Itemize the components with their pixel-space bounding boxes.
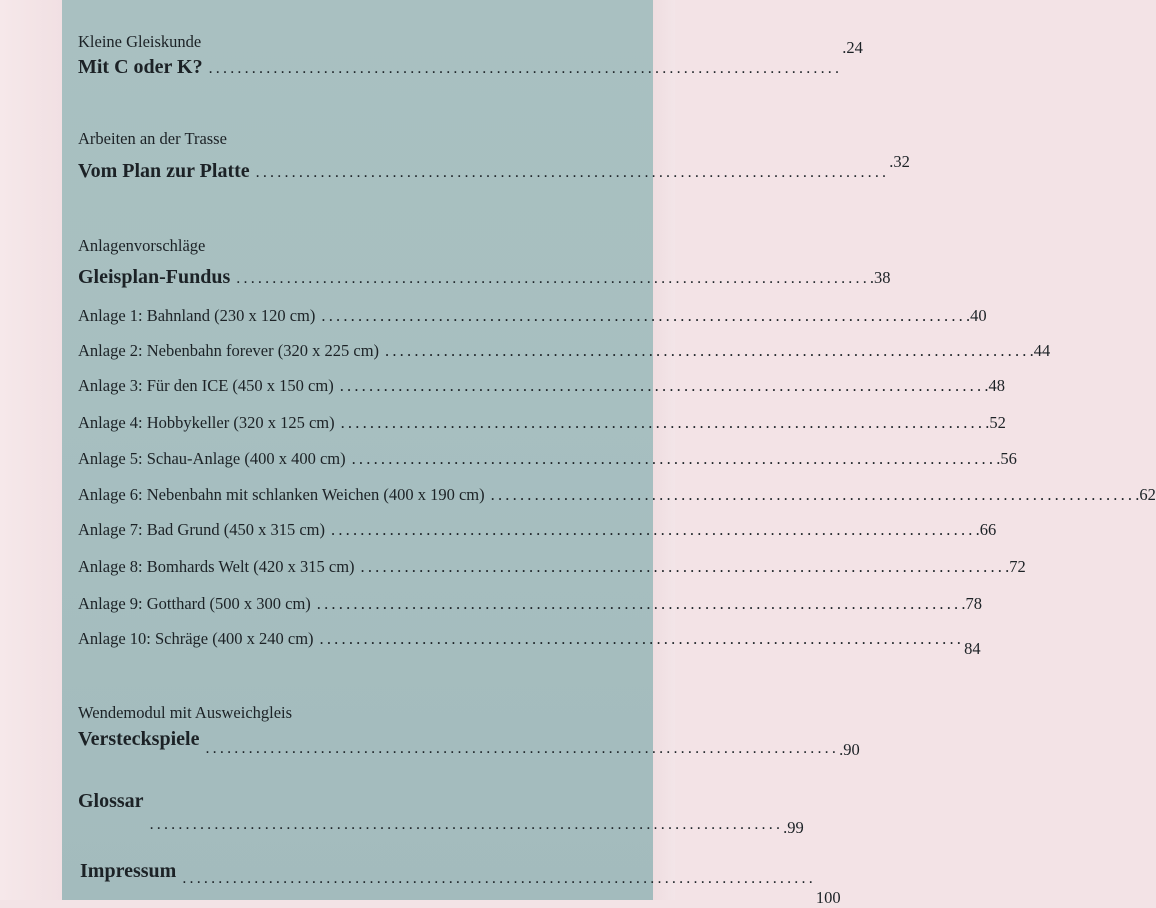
item-label: Anlage 7: Bad Grund (450 x 315 cm) (78, 520, 325, 539)
dot-leader: ........................................................................................ (331, 520, 976, 539)
section-subtitle: Wendemodul mit Ausweichgleis (78, 703, 293, 722)
item-label: Anlage 2: Nebenbahn forever (320 x 225 cm) (78, 341, 380, 360)
section-subtitle: Arbeiten an der Trasse (78, 129, 227, 148)
dot-leader: ........................................................................................ (319, 629, 965, 648)
toc-item-anlage-6 (78, 485, 1156, 505)
toc-item-anlage-9 (78, 594, 983, 614)
item-label: Anlage 4: Hobbykeller (320 x 125 cm) (78, 413, 335, 432)
toc-item-anlage-5 (78, 449, 1017, 469)
section-subtitle: Anlagenvorschläge (78, 236, 206, 255)
page-number: .56 (996, 449, 1017, 468)
item-label: Anlage 10: Schräge (400 x 240 cm) (78, 629, 314, 648)
toc-item-anlage-4 (78, 413, 1006, 433)
toc-item-anlage-1 (78, 306, 987, 326)
page-number: .90 (839, 740, 860, 759)
page-number: 84 (964, 639, 981, 658)
section-title: Glossar (78, 790, 144, 812)
dot-leader: ........................................................................................ (360, 557, 1006, 576)
dot-leader: ........................................................................................ (316, 594, 962, 613)
toc-entry-vom-plan-zur-platte (78, 152, 910, 183)
page-number: .44 (1029, 341, 1051, 360)
page-number: .32 (889, 152, 910, 171)
item-label: Anlage 3: Für den ICE (450 x 150 cm) (78, 376, 334, 395)
section-subtitle: Kleine Gleiskunde (78, 32, 202, 51)
item-label: Anlage 9: Gotthard (500 x 300 cm) (78, 594, 311, 613)
toc-item-anlage-10 (78, 629, 981, 658)
toc-entry-impressum (80, 860, 841, 907)
section-title: Vom Plan zur Platte (78, 160, 250, 182)
section-title: Gleisplan-Fundus (78, 266, 231, 288)
page-number: .48 (984, 376, 1005, 395)
page-number: .62 (1135, 485, 1156, 504)
dot-leader: ........................................................................................ (490, 485, 1136, 504)
page-number: .66 (975, 520, 997, 539)
page-number: .24 (842, 38, 863, 57)
toc-item-anlage-3 (78, 376, 1005, 396)
item-label: Anlage 6: Nebenbahn mit schlanken Weichen (400 x 190 cm) (78, 485, 485, 504)
page-number: .40 (965, 306, 987, 325)
dot-leader: ........................................................................................ (149, 816, 784, 833)
dot-leader: ........................................................................................ (205, 740, 840, 757)
section-title: Mit C oder K? (78, 56, 203, 78)
toc-item-anlage-7 (78, 520, 997, 540)
page-number: .38 (869, 268, 891, 287)
item-label: Anlage 5: Schau-Anlage (400 x 400 cm) (78, 449, 346, 468)
item-label: Anlage 1: Bahnland (230 x 120 cm) (78, 306, 316, 325)
page-number: .99 (783, 818, 804, 837)
dot-leader: ........................................................................................ (339, 376, 985, 395)
dot-leader: ........................................................................................ (340, 413, 986, 432)
dot-leader: ........................................................................................ (385, 341, 1030, 360)
page-number: .52 (985, 413, 1006, 432)
toc-item-anlage-2 (78, 341, 1051, 361)
section-title: Impressum (80, 860, 177, 882)
dot-leader: ........................................................................................ (321, 306, 966, 325)
dot-leader: ........................................................................................ (236, 270, 870, 287)
page-number: .72 (1005, 557, 1026, 576)
item-label: Anlage 8: Bomhards Welt (420 x 315 cm) (78, 557, 355, 576)
section-title: Versteckspiele (78, 728, 200, 750)
page-number: .78 (961, 594, 983, 613)
toc-entry-gleisplan-fundus (78, 266, 891, 289)
left-page-margin (0, 0, 62, 900)
page-number: 100 (815, 888, 841, 907)
dot-leader: ........................................................................................ (182, 870, 816, 887)
toc-item-anlage-8 (78, 557, 1026, 577)
dot-leader: ........................................................................................ (255, 164, 890, 181)
toc-entry-versteckspiele (78, 728, 860, 759)
toc-entry-glossar (78, 790, 804, 837)
dot-leader: ........................................................................................ (208, 60, 843, 77)
dot-leader: ........................................................................................ (351, 449, 997, 468)
